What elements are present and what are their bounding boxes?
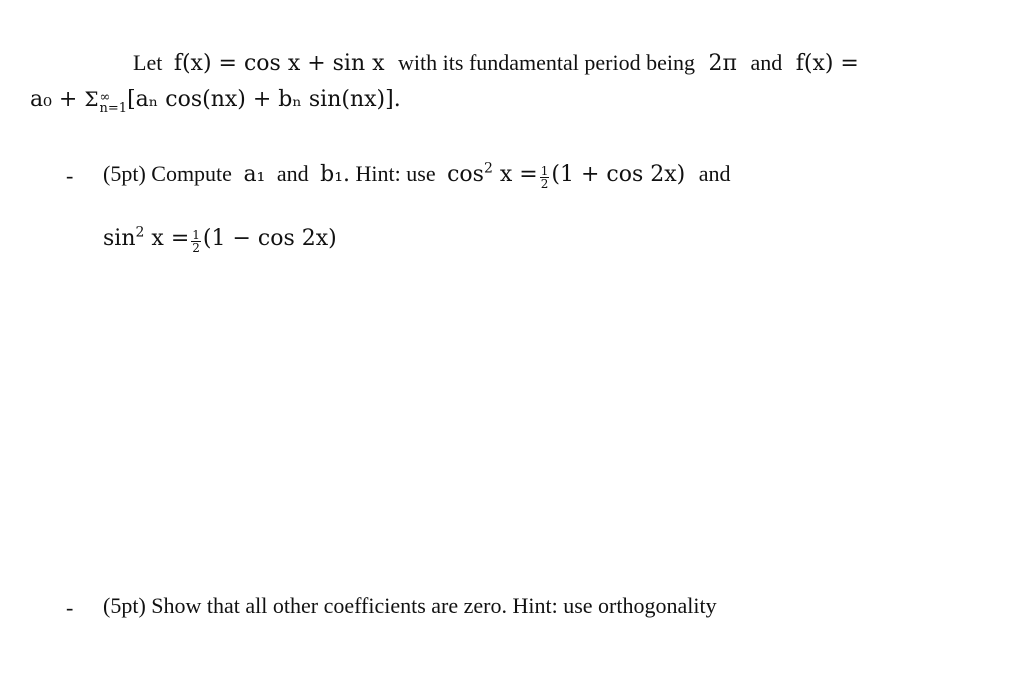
series-body: [aₙ cos(nx) + bₙ sin(nx)]. bbox=[127, 87, 401, 112]
item2-text: Show that all other coefficients are zero. Hint: use orthogonality bbox=[151, 593, 717, 618]
item1-compute: Compute bbox=[151, 161, 232, 186]
item1-hint: Hint: use bbox=[355, 161, 436, 186]
cos-rhs: (1 + cos 2x) bbox=[551, 162, 686, 187]
sin-exponent: 2 bbox=[135, 224, 145, 241]
cos-fraction bbox=[540, 165, 550, 190]
item2-points: (5pt) bbox=[103, 593, 146, 618]
sum-upper: ∞ bbox=[99, 90, 111, 105]
intro-mid-text: with its fundamental period being bbox=[398, 50, 695, 75]
intro-f-equals: f(x) = bbox=[795, 51, 859, 76]
item1-line-1 bbox=[103, 159, 730, 190]
cos-exponent: 2 bbox=[483, 160, 493, 177]
intro-line-1 bbox=[133, 48, 859, 79]
item1-points: (5pt) bbox=[103, 161, 146, 186]
cos-frac-num: 1 bbox=[540, 164, 549, 178]
intro-line-2 bbox=[30, 84, 401, 115]
cos-label: cos bbox=[447, 162, 484, 187]
intro-and: and bbox=[750, 50, 783, 75]
item1-line-2 bbox=[103, 224, 337, 254]
intro-period: 2π bbox=[708, 51, 737, 76]
sin-var: x = bbox=[151, 226, 190, 251]
cos-frac-den: 2 bbox=[540, 177, 549, 191]
sin-fraction bbox=[191, 229, 201, 254]
intro-let: Let bbox=[133, 50, 163, 75]
item1-and-2: and bbox=[698, 161, 731, 186]
item1-bullet: - bbox=[66, 163, 74, 188]
item1-b1: b₁. bbox=[320, 162, 351, 187]
item1-a1: a₁ bbox=[243, 162, 266, 187]
sin-rhs: (1 − cos 2x) bbox=[202, 226, 337, 251]
sin-label: sin bbox=[103, 226, 136, 251]
item2-bullet: - bbox=[66, 595, 74, 620]
sin-frac-num: 1 bbox=[192, 228, 200, 242]
sum-lower: n=1 bbox=[99, 101, 128, 116]
sum-limits bbox=[100, 92, 128, 114]
sin-frac-den: 2 bbox=[192, 241, 200, 255]
series-a0: a₀ + bbox=[30, 87, 78, 112]
item1-and-1: and bbox=[276, 161, 309, 186]
cos-var: x = bbox=[499, 162, 538, 187]
sum-symbol: Σ bbox=[84, 87, 99, 111]
cos-squared-identity bbox=[447, 160, 686, 191]
item2-line bbox=[103, 591, 717, 621]
intro-f-definition: f(x) = cos x + sin x bbox=[173, 51, 385, 76]
